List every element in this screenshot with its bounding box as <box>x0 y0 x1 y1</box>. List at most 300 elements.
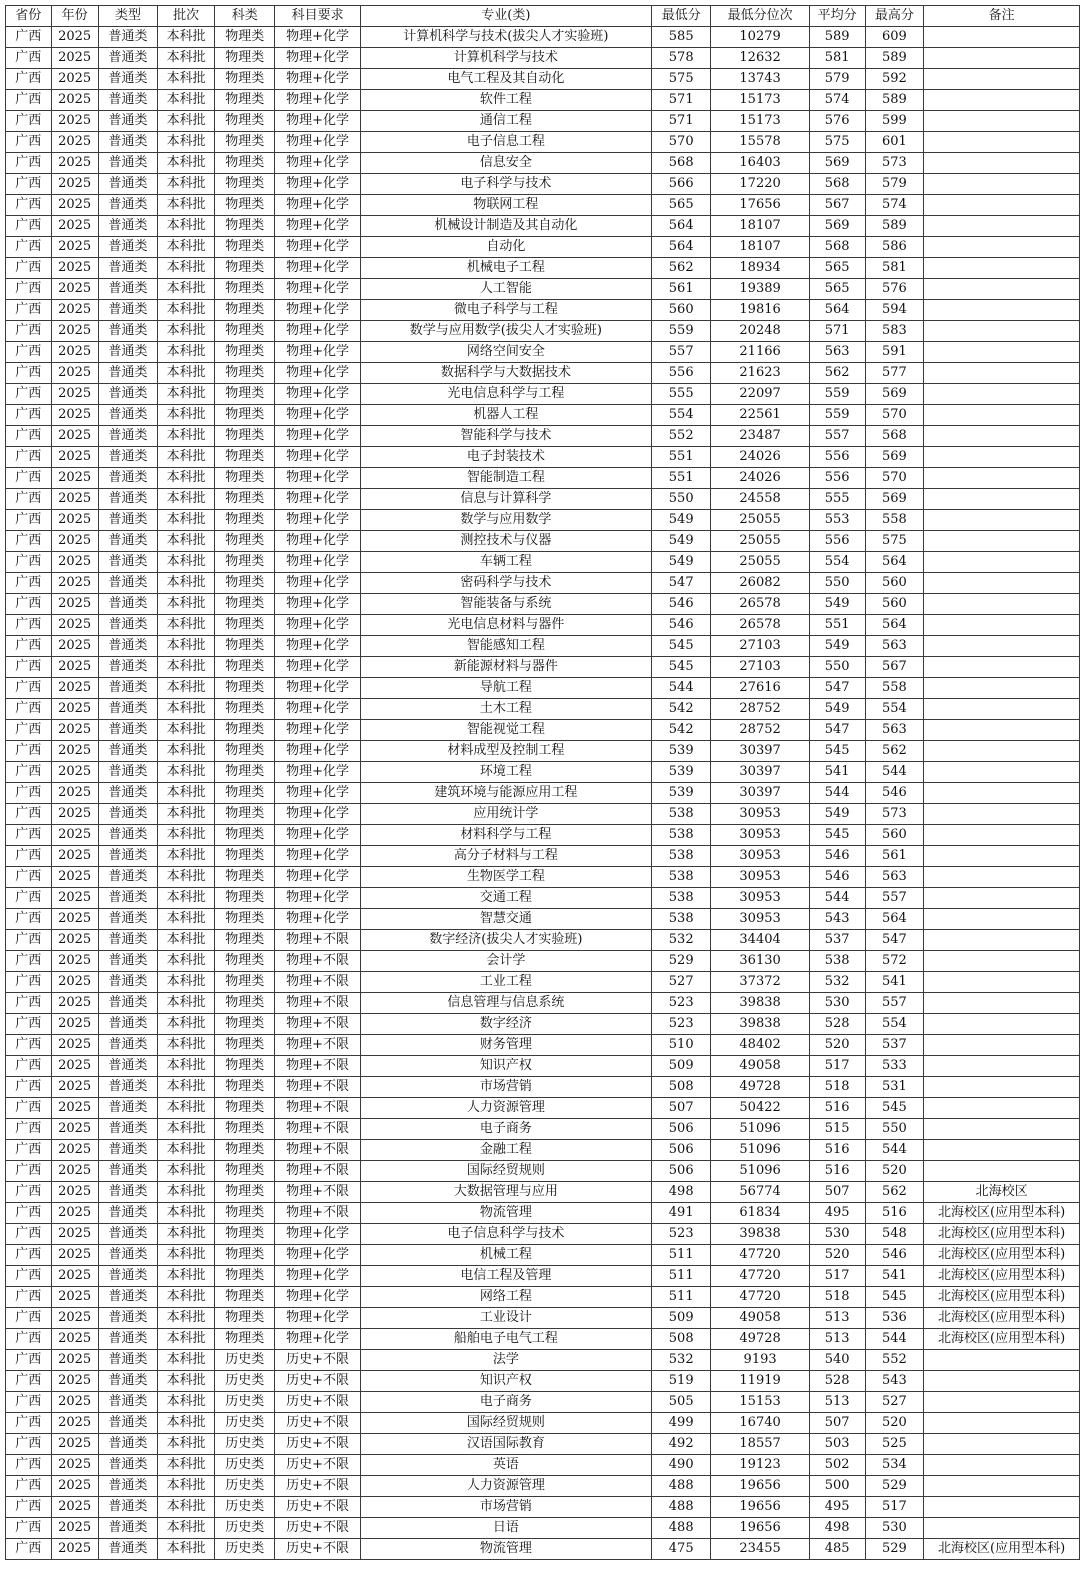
category-cell: 物理类 <box>214 804 274 825</box>
major-cell: 物流管理 <box>360 1203 651 1224</box>
subject-req-cell: 物理+化学 <box>275 384 360 405</box>
subject-req-cell: 物理+不限 <box>275 1056 360 1077</box>
province-cell: 广西 <box>6 174 52 195</box>
major-cell: 法学 <box>360 1350 651 1371</box>
remark-cell <box>924 972 1080 993</box>
remark-cell <box>924 993 1080 1014</box>
min-score-cell: 564 <box>651 237 711 258</box>
subject-req-cell: 物理+不限 <box>275 972 360 993</box>
batch-cell: 本科批 <box>158 846 215 867</box>
min-rank-cell: 47720 <box>711 1245 809 1266</box>
type-cell: 普通类 <box>98 363 158 384</box>
min-rank-cell: 19656 <box>711 1476 809 1497</box>
remark-cell <box>924 699 1080 720</box>
type-cell: 普通类 <box>98 111 158 132</box>
type-cell: 普通类 <box>98 1266 158 1287</box>
batch-cell: 本科批 <box>158 1140 215 1161</box>
subject-req-cell: 历史+不限 <box>275 1413 360 1434</box>
category-cell: 物理类 <box>214 426 274 447</box>
major-cell: 电气工程及其自动化 <box>360 69 651 90</box>
year-cell: 2025 <box>51 657 98 678</box>
table-row <box>6 1182 1080 1203</box>
remark-cell <box>924 1161 1080 1182</box>
type-cell: 普通类 <box>98 1035 158 1056</box>
remark-cell <box>924 1476 1080 1497</box>
province-cell: 广西 <box>6 1371 52 1392</box>
subject-req-cell: 物理+化学 <box>275 489 360 510</box>
max-score-cell: 520 <box>865 1413 924 1434</box>
category-cell: 物理类 <box>214 489 274 510</box>
table-row <box>6 888 1080 909</box>
remark-cell <box>924 930 1080 951</box>
major-cell: 金融工程 <box>360 1140 651 1161</box>
major-cell: 网络空间安全 <box>360 342 651 363</box>
category-cell: 物理类 <box>214 699 274 720</box>
min-score-cell: 546 <box>651 615 711 636</box>
type-cell: 普通类 <box>98 69 158 90</box>
min-score-cell: 578 <box>651 48 711 69</box>
category-cell: 物理类 <box>214 1203 274 1224</box>
remark-cell <box>924 111 1080 132</box>
type-cell: 普通类 <box>98 153 158 174</box>
batch-cell: 本科批 <box>158 972 215 993</box>
max-score-cell: 568 <box>865 426 924 447</box>
major-cell: 知识产权 <box>360 1056 651 1077</box>
remark-cell: 北海校区(应用型本科) <box>924 1539 1080 1560</box>
max-score-cell: 570 <box>865 468 924 489</box>
max-score-cell: 592 <box>865 69 924 90</box>
min-rank-cell: 22561 <box>711 405 809 426</box>
subject-req-cell: 物理+化学 <box>275 741 360 762</box>
avg-score-cell: 557 <box>809 426 865 447</box>
remark-cell <box>924 594 1080 615</box>
category-cell: 物理类 <box>214 1287 274 1308</box>
major-cell: 机械工程 <box>360 1245 651 1266</box>
table-row <box>6 552 1080 573</box>
min-rank-cell: 26578 <box>711 594 809 615</box>
avg-score-cell: 538 <box>809 951 865 972</box>
min-score-cell: 532 <box>651 1350 711 1371</box>
year-cell: 2025 <box>51 1056 98 1077</box>
min-score-cell: 511 <box>651 1287 711 1308</box>
province-cell: 广西 <box>6 1476 52 1497</box>
major-cell: 国际经贸规则 <box>360 1161 651 1182</box>
min-rank-cell: 30953 <box>711 804 809 825</box>
avg-score-cell: 562 <box>809 363 865 384</box>
min-score-cell: 538 <box>651 825 711 846</box>
min-score-cell: 544 <box>651 678 711 699</box>
province-cell: 广西 <box>6 300 52 321</box>
year-cell: 2025 <box>51 300 98 321</box>
min-rank-cell: 49058 <box>711 1056 809 1077</box>
avg-score-cell: 563 <box>809 342 865 363</box>
major-cell: 自动化 <box>360 237 651 258</box>
remark-cell <box>924 1434 1080 1455</box>
subject-req-cell: 物理+不限 <box>275 1077 360 1098</box>
avg-score-cell: 550 <box>809 657 865 678</box>
min-score-cell: 554 <box>651 405 711 426</box>
table-row <box>6 594 1080 615</box>
remark-cell <box>924 1035 1080 1056</box>
category-cell: 物理类 <box>214 993 274 1014</box>
major-cell: 材料科学与工程 <box>360 825 651 846</box>
type-cell: 普通类 <box>98 951 158 972</box>
table-row <box>6 1350 1080 1371</box>
year-cell: 2025 <box>51 1224 98 1245</box>
category-cell: 物理类 <box>214 405 274 426</box>
category-cell: 物理类 <box>214 1056 274 1077</box>
min-rank-cell: 19389 <box>711 279 809 300</box>
subject-req-cell: 物理+不限 <box>275 1182 360 1203</box>
subject-req-cell: 物理+化学 <box>275 363 360 384</box>
province-cell: 广西 <box>6 993 52 1014</box>
avg-score-cell: 564 <box>809 300 865 321</box>
year-cell: 2025 <box>51 279 98 300</box>
subject-req-cell: 历史+不限 <box>275 1518 360 1539</box>
category-cell: 历史类 <box>214 1455 274 1476</box>
major-cell: 新能源材料与器件 <box>360 657 651 678</box>
batch-cell: 本科批 <box>158 951 215 972</box>
province-cell: 广西 <box>6 405 52 426</box>
type-cell: 普通类 <box>98 1140 158 1161</box>
max-score-cell: 579 <box>865 174 924 195</box>
year-cell: 2025 <box>51 1371 98 1392</box>
avg-score-cell: 544 <box>809 783 865 804</box>
province-cell: 广西 <box>6 678 52 699</box>
province-cell: 广西 <box>6 930 52 951</box>
subject-req-cell: 物理+化学 <box>275 48 360 69</box>
category-cell: 历史类 <box>214 1518 274 1539</box>
type-cell: 普通类 <box>98 321 158 342</box>
table-row <box>6 426 1080 447</box>
subject-req-cell: 物理+不限 <box>275 1140 360 1161</box>
subject-req-cell: 物理+化学 <box>275 552 360 573</box>
avg-score-cell: 546 <box>809 846 865 867</box>
year-cell: 2025 <box>51 132 98 153</box>
province-cell: 广西 <box>6 972 52 993</box>
table-row <box>6 678 1080 699</box>
col-header-remark: 备注 <box>924 6 1080 27</box>
major-cell: 工业设计 <box>360 1308 651 1329</box>
min-score-cell: 565 <box>651 195 711 216</box>
max-score-cell: 547 <box>865 930 924 951</box>
major-cell: 光电信息科学与工程 <box>360 384 651 405</box>
max-score-cell: 520 <box>865 1161 924 1182</box>
type-cell: 普通类 <box>98 1077 158 1098</box>
avg-score-cell: 518 <box>809 1077 865 1098</box>
min-score-cell: 562 <box>651 258 711 279</box>
avg-score-cell: 556 <box>809 468 865 489</box>
min-rank-cell: 51096 <box>711 1119 809 1140</box>
major-cell: 工业工程 <box>360 972 651 993</box>
avg-score-cell: 517 <box>809 1266 865 1287</box>
col-header-min-rank: 最低分位次 <box>711 6 809 27</box>
col-header-type: 类型 <box>98 6 158 27</box>
col-header-year: 年份 <box>51 6 98 27</box>
type-cell: 普通类 <box>98 1497 158 1518</box>
province-cell: 广西 <box>6 909 52 930</box>
category-cell: 物理类 <box>214 384 274 405</box>
remark-cell <box>924 489 1080 510</box>
avg-score-cell: 503 <box>809 1434 865 1455</box>
max-score-cell: 601 <box>865 132 924 153</box>
year-cell: 2025 <box>51 153 98 174</box>
batch-cell: 本科批 <box>158 1518 215 1539</box>
max-score-cell: 545 <box>865 1287 924 1308</box>
max-score-cell: 550 <box>865 1119 924 1140</box>
major-cell: 高分子材料与工程 <box>360 846 651 867</box>
type-cell: 普通类 <box>98 1329 158 1350</box>
type-cell: 普通类 <box>98 1392 158 1413</box>
subject-req-cell: 物理+化学 <box>275 216 360 237</box>
max-score-cell: 529 <box>865 1539 924 1560</box>
subject-req-cell: 物理+不限 <box>275 1203 360 1224</box>
major-cell: 电子科学与技术 <box>360 174 651 195</box>
avg-score-cell: 498 <box>809 1518 865 1539</box>
min-score-cell: 560 <box>651 300 711 321</box>
avg-score-cell: 589 <box>809 27 865 48</box>
table-row <box>6 174 1080 195</box>
major-cell: 物联网工程 <box>360 195 651 216</box>
type-cell: 普通类 <box>98 279 158 300</box>
min-score-cell: 542 <box>651 720 711 741</box>
subject-req-cell: 物理+不限 <box>275 993 360 1014</box>
min-rank-cell: 20248 <box>711 321 809 342</box>
max-score-cell: 557 <box>865 888 924 909</box>
table-row <box>6 783 1080 804</box>
min-rank-cell: 28752 <box>711 699 809 720</box>
major-cell: 财务管理 <box>360 1035 651 1056</box>
min-rank-cell: 15173 <box>711 90 809 111</box>
remark-cell <box>924 1140 1080 1161</box>
table-row <box>6 1203 1080 1224</box>
province-cell: 广西 <box>6 1119 52 1140</box>
subject-req-cell: 物理+不限 <box>275 1014 360 1035</box>
min-score-cell: 490 <box>651 1455 711 1476</box>
year-cell: 2025 <box>51 237 98 258</box>
min-score-cell: 523 <box>651 1014 711 1035</box>
batch-cell: 本科批 <box>158 27 215 48</box>
batch-cell: 本科批 <box>158 1224 215 1245</box>
major-cell: 国际经贸规则 <box>360 1413 651 1434</box>
avg-score-cell: 574 <box>809 90 865 111</box>
max-score-cell: 561 <box>865 846 924 867</box>
table-row <box>6 1245 1080 1266</box>
category-cell: 物理类 <box>214 1161 274 1182</box>
category-cell: 物理类 <box>214 1014 274 1035</box>
remark-cell <box>924 783 1080 804</box>
avg-score-cell: 554 <box>809 552 865 573</box>
major-cell: 网络工程 <box>360 1287 651 1308</box>
min-rank-cell: 30953 <box>711 888 809 909</box>
major-cell: 电子信息科学与技术 <box>360 1224 651 1245</box>
province-cell: 广西 <box>6 1497 52 1518</box>
province-cell: 广西 <box>6 1161 52 1182</box>
remark-cell <box>924 1119 1080 1140</box>
province-cell: 广西 <box>6 1413 52 1434</box>
subject-req-cell: 物理+化学 <box>275 909 360 930</box>
avg-score-cell: 556 <box>809 447 865 468</box>
subject-req-cell: 物理+化学 <box>275 69 360 90</box>
remark-cell <box>924 1497 1080 1518</box>
min-score-cell: 529 <box>651 951 711 972</box>
avg-score-cell: 550 <box>809 573 865 594</box>
subject-req-cell: 物理+化学 <box>275 1329 360 1350</box>
remark-cell <box>924 846 1080 867</box>
subject-req-cell: 物理+化学 <box>275 699 360 720</box>
batch-cell: 本科批 <box>158 321 215 342</box>
category-cell: 物理类 <box>214 258 274 279</box>
year-cell: 2025 <box>51 825 98 846</box>
table-row <box>6 321 1080 342</box>
subject-req-cell: 历史+不限 <box>275 1497 360 1518</box>
min-score-cell: 508 <box>651 1077 711 1098</box>
min-rank-cell: 15153 <box>711 1392 809 1413</box>
max-score-cell: 527 <box>865 1392 924 1413</box>
remark-cell <box>924 1392 1080 1413</box>
province-cell: 广西 <box>6 636 52 657</box>
min-rank-cell: 19816 <box>711 300 809 321</box>
subject-req-cell: 物理+化学 <box>275 804 360 825</box>
batch-cell: 本科批 <box>158 1203 215 1224</box>
batch-cell: 本科批 <box>158 720 215 741</box>
batch-cell: 本科批 <box>158 90 215 111</box>
major-cell: 交通工程 <box>360 888 651 909</box>
major-cell: 电子信息工程 <box>360 132 651 153</box>
batch-cell: 本科批 <box>158 1077 215 1098</box>
min-score-cell: 488 <box>651 1518 711 1539</box>
category-cell: 物理类 <box>214 48 274 69</box>
year-cell: 2025 <box>51 1287 98 1308</box>
table-row <box>6 1497 1080 1518</box>
type-cell: 普通类 <box>98 1098 158 1119</box>
avg-score-cell: 515 <box>809 1119 865 1140</box>
major-cell: 大数据管理与应用 <box>360 1182 651 1203</box>
table-row <box>6 342 1080 363</box>
category-cell: 物理类 <box>214 1077 274 1098</box>
year-cell: 2025 <box>51 846 98 867</box>
avg-score-cell: 528 <box>809 1371 865 1392</box>
min-score-cell: 538 <box>651 888 711 909</box>
category-cell: 物理类 <box>214 783 274 804</box>
batch-cell: 本科批 <box>158 1476 215 1497</box>
remark-cell <box>924 909 1080 930</box>
min-score-cell: 539 <box>651 783 711 804</box>
year-cell: 2025 <box>51 1014 98 1035</box>
avg-score-cell: 576 <box>809 111 865 132</box>
remark-cell <box>924 1350 1080 1371</box>
batch-cell: 本科批 <box>158 1329 215 1350</box>
min-rank-cell: 18107 <box>711 216 809 237</box>
province-cell: 广西 <box>6 657 52 678</box>
category-cell: 历史类 <box>214 1476 274 1497</box>
year-cell: 2025 <box>51 1476 98 1497</box>
category-cell: 物理类 <box>214 1266 274 1287</box>
table-row <box>6 195 1080 216</box>
major-cell: 建筑环境与能源应用工程 <box>360 783 651 804</box>
max-score-cell: 536 <box>865 1308 924 1329</box>
category-cell: 物理类 <box>214 447 274 468</box>
min-rank-cell: 19123 <box>711 1455 809 1476</box>
batch-cell: 本科批 <box>158 762 215 783</box>
max-score-cell: 525 <box>865 1434 924 1455</box>
batch-cell: 本科批 <box>158 489 215 510</box>
table-row <box>6 1056 1080 1077</box>
remark-cell <box>924 1098 1080 1119</box>
year-cell: 2025 <box>51 1350 98 1371</box>
batch-cell: 本科批 <box>158 531 215 552</box>
subject-req-cell: 物理+化学 <box>275 615 360 636</box>
province-cell: 广西 <box>6 1224 52 1245</box>
avg-score-cell: 556 <box>809 531 865 552</box>
min-rank-cell: 30953 <box>711 909 809 930</box>
max-score-cell: 546 <box>865 783 924 804</box>
year-cell: 2025 <box>51 216 98 237</box>
province-cell: 广西 <box>6 510 52 531</box>
min-score-cell: 547 <box>651 573 711 594</box>
avg-score-cell: 547 <box>809 678 865 699</box>
major-cell: 数据科学与大数据技术 <box>360 363 651 384</box>
avg-score-cell: 544 <box>809 888 865 909</box>
avg-score-cell: 569 <box>809 216 865 237</box>
min-score-cell: 549 <box>651 510 711 531</box>
year-cell: 2025 <box>51 993 98 1014</box>
subject-req-cell: 物理+化学 <box>275 405 360 426</box>
major-cell: 土木工程 <box>360 699 651 720</box>
type-cell: 普通类 <box>98 342 158 363</box>
subject-req-cell: 物理+化学 <box>275 468 360 489</box>
col-header-subject-req: 科目要求 <box>275 6 360 27</box>
subject-req-cell: 历史+不限 <box>275 1392 360 1413</box>
avg-score-cell: 579 <box>809 69 865 90</box>
category-cell: 物理类 <box>214 1182 274 1203</box>
subject-req-cell: 物理+化学 <box>275 426 360 447</box>
year-cell: 2025 <box>51 174 98 195</box>
max-score-cell: 586 <box>865 237 924 258</box>
subject-req-cell: 物理+化学 <box>275 846 360 867</box>
min-score-cell: 532 <box>651 930 711 951</box>
remark-cell <box>924 867 1080 888</box>
subject-req-cell: 物理+不限 <box>275 1035 360 1056</box>
remark-cell <box>924 762 1080 783</box>
province-cell: 广西 <box>6 531 52 552</box>
type-cell: 普通类 <box>98 1182 158 1203</box>
min-score-cell: 555 <box>651 384 711 405</box>
subject-req-cell: 物理+化学 <box>275 153 360 174</box>
max-score-cell: 564 <box>865 615 924 636</box>
type-cell: 普通类 <box>98 195 158 216</box>
min-score-cell: 564 <box>651 216 711 237</box>
batch-cell: 本科批 <box>158 1455 215 1476</box>
province-cell: 广西 <box>6 573 52 594</box>
avg-score-cell: 541 <box>809 762 865 783</box>
batch-cell: 本科批 <box>158 1014 215 1035</box>
table-body <box>6 27 1080 1560</box>
category-cell: 物理类 <box>214 678 274 699</box>
major-cell: 数学与应用数学(拔尖人才实验班) <box>360 321 651 342</box>
min-score-cell: 575 <box>651 69 711 90</box>
category-cell: 物理类 <box>214 510 274 531</box>
batch-cell: 本科批 <box>158 699 215 720</box>
category-cell: 物理类 <box>214 1098 274 1119</box>
subject-req-cell: 物理+不限 <box>275 1119 360 1140</box>
type-cell: 普通类 <box>98 531 158 552</box>
type-cell: 普通类 <box>98 489 158 510</box>
province-cell: 广西 <box>6 321 52 342</box>
subject-req-cell: 物理+化学 <box>275 531 360 552</box>
batch-cell: 本科批 <box>158 279 215 300</box>
category-cell: 物理类 <box>214 363 274 384</box>
